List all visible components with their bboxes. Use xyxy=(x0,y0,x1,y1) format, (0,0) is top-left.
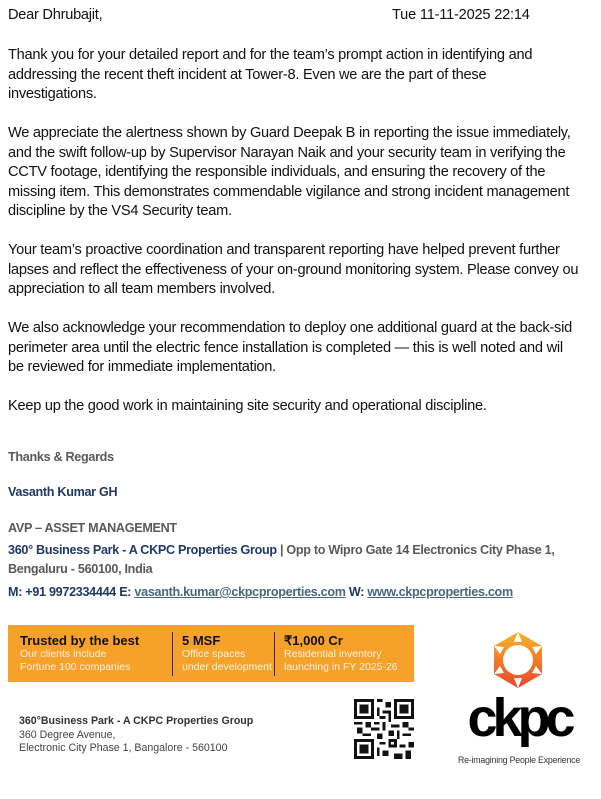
paragraph-line: Thank you for your detailed report and for the team’s prompt action in identifying and xyxy=(8,47,533,63)
paragraph-line: Keep up the good work in maintaining site security and operational discipline. xyxy=(8,398,487,414)
stat-subtext: Our clients include xyxy=(20,648,107,660)
footer-company: 360°Business Park - A CKPC Properties Group xyxy=(19,715,254,727)
signature-title: AVP – ASSET MANAGEMENT xyxy=(8,521,177,535)
address-line-1: Opp to Wipro Gate 14 Electronics City Phase 1, xyxy=(286,543,555,557)
stat-residential xyxy=(274,632,398,676)
greeting: Dear Dhrubajit, xyxy=(8,7,103,23)
paragraph-line: We appreciate the alertness shown by Guard Deepak B in reporting the issue immediately, xyxy=(8,125,571,141)
paragraph-line: missing item. This demonstrates commendable vigilance and strong incident management xyxy=(8,183,570,200)
ckpc-sun-logo-icon xyxy=(490,630,546,690)
stats-banner xyxy=(8,625,414,682)
stat-subtext: Office spaces xyxy=(182,648,246,660)
paragraph-line: lapses and reflect the effectiveness of your on-ground monitoring system. Please convey ou xyxy=(8,261,579,278)
paragraph-3 xyxy=(8,241,578,300)
paragraph-line: be reviewed for immediate implementation. xyxy=(8,359,276,375)
footer-address xyxy=(19,715,253,756)
mobile-label: M: xyxy=(8,585,23,599)
mobile-number: +91 9972334444 xyxy=(25,585,116,599)
paragraph-5 xyxy=(8,397,487,417)
logo-text: ckpc xyxy=(467,692,571,748)
paragraph-line: Your team’s proactive coordination and transparent reporting have helped prevent further xyxy=(8,242,560,258)
paragraph-line: discipline by the VS4 Security team. xyxy=(8,203,232,219)
paragraph-line: and the swift follow-up by Supervisor Narayan Naik and your security team in verifying the xyxy=(8,144,566,161)
stat-headline: 5 MSF xyxy=(182,633,221,648)
paragraph-line: perimeter area until the electric fence installation is completed — this is well noted and wil xyxy=(8,339,563,356)
paragraph-line: We also acknowledge your recommendation to deploy one additional guard at the back-sid xyxy=(8,320,572,336)
stat-subtext: launching in FY 2025-26 xyxy=(284,661,398,673)
web-label: W: xyxy=(348,585,365,599)
paragraph-1 xyxy=(8,46,532,105)
email-date: Tue 11-11-2025 22:14 xyxy=(392,7,530,23)
stat-subtext: under development xyxy=(182,661,272,673)
stat-trusted xyxy=(8,632,170,676)
paragraph-line: investigations. xyxy=(8,86,97,102)
separator: | xyxy=(279,543,284,557)
address-line-2: Bengaluru - 560100, India xyxy=(8,562,153,576)
paragraph-line: addressing the recent theft incident at Tower-8. Even we are the part of these xyxy=(8,66,487,83)
footer-street: 360 Degree Avenue, xyxy=(19,728,116,741)
paragraph-line: CCTV footage, identifying the responsible individuals, and ensuring the recovery of the xyxy=(8,164,546,180)
qr-code-icon[interactable] xyxy=(354,699,414,759)
stat-office-space xyxy=(172,632,272,676)
paragraph-line: appreciation to all team members involved. xyxy=(8,281,275,297)
signature-company-line xyxy=(8,543,555,557)
paragraph-2 xyxy=(8,124,571,222)
contact-line xyxy=(8,585,513,599)
stat-subtext: Fortune 100 companies xyxy=(20,661,131,673)
stat-headline: ₹1,000 Cr xyxy=(284,633,343,648)
footer-city: Electronic City Phase 1, Bangalore - 560100 xyxy=(19,742,228,754)
stat-subtext: Residential inventory xyxy=(284,648,382,660)
stat-headline: Trusted by the best xyxy=(20,633,140,648)
paragraph-4 xyxy=(8,319,572,378)
website-link[interactable]: www.ckpcproperties.com xyxy=(367,585,513,599)
logo-tagline: Re-imagining People Experience xyxy=(457,755,581,765)
signature-closing: Thanks & Regards xyxy=(8,450,114,464)
ckpc-wordmark-logo xyxy=(447,692,591,748)
email-link[interactable]: vasanth.kumar@ckpcproperties.com xyxy=(134,585,346,599)
company-name: 360° Business Park - A CKPC Properties Group xyxy=(8,543,277,557)
email-label: E: xyxy=(119,585,132,599)
signature-name: Vasanth Kumar GH xyxy=(8,485,118,499)
